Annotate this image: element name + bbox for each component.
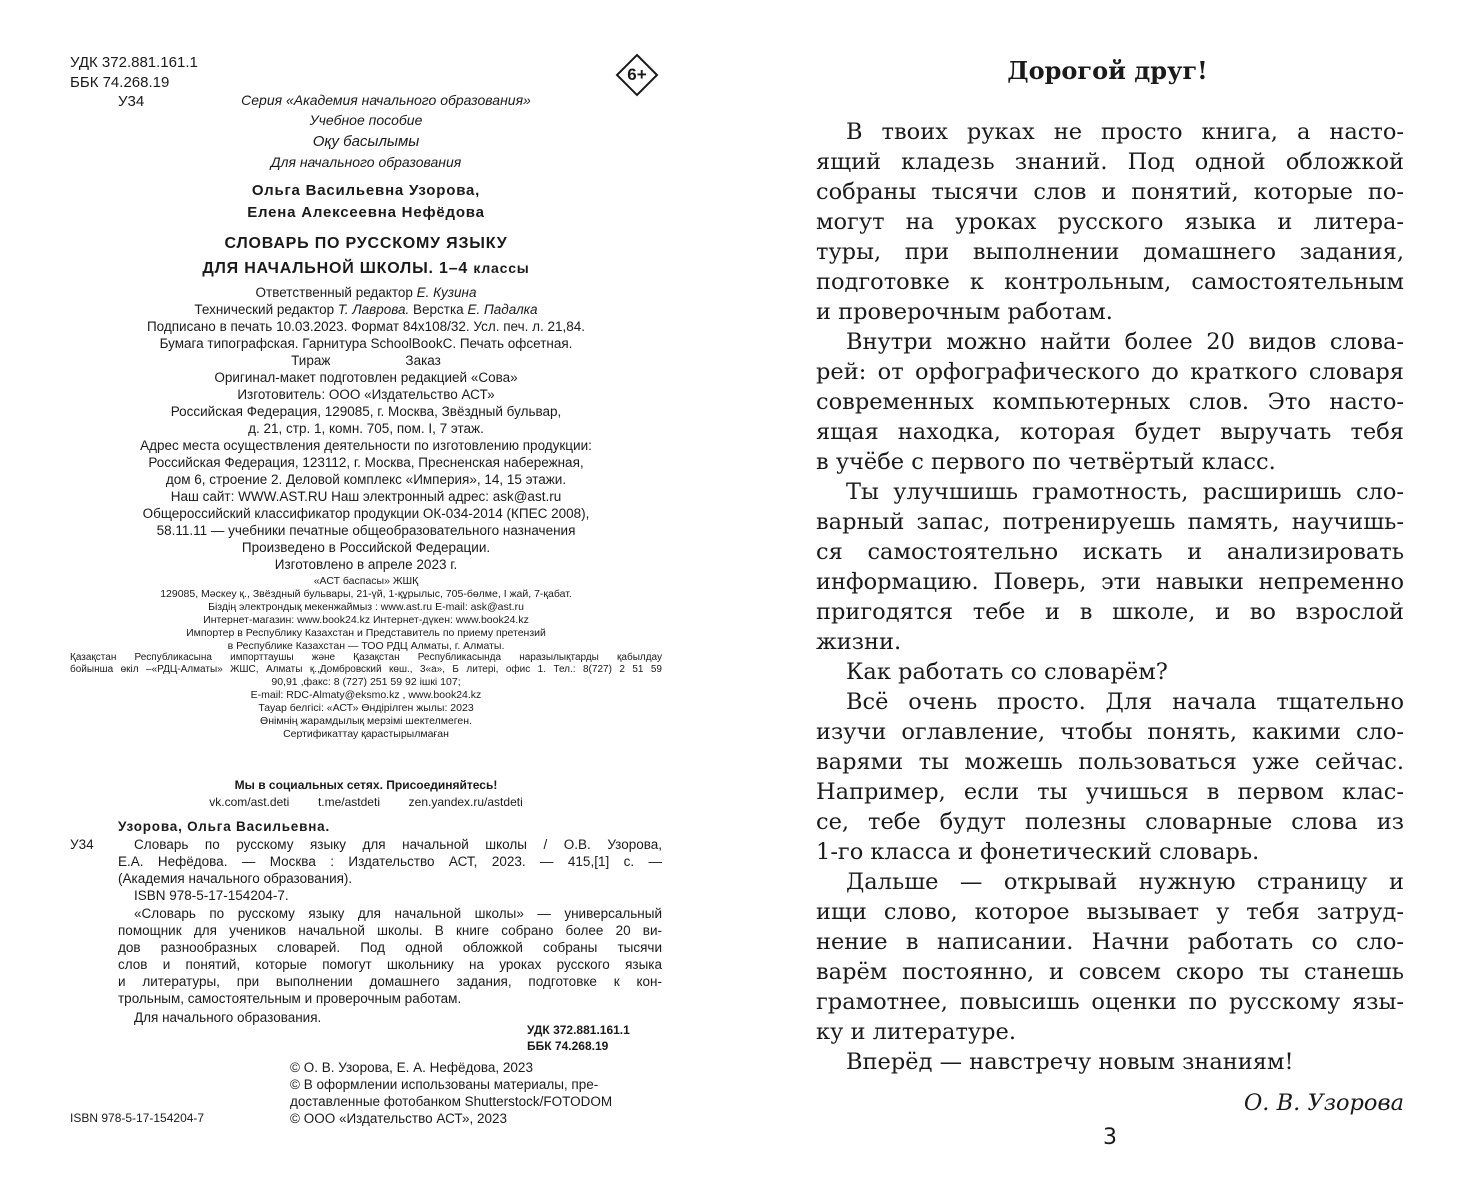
bib-line: Словарь по русскому языку для начальной школы / О.В. Узорова, [134, 837, 662, 852]
imprint-line: Произведено в Российской Федерации. [241, 540, 491, 555]
bib-line: (Академия начального образования). [118, 871, 353, 886]
text-line: пригодятся тебе и в школе, и во взрослой [816, 599, 1404, 625]
foreword-heading: Дорогой друг! [1007, 56, 1208, 85]
copyright-line: © В оформлении использованы материалы, пре- [290, 1077, 599, 1092]
text-line: могут на уроках русского языка и литера- [816, 209, 1404, 235]
kz-line: «АСТ баспасы» ЖШҚ [313, 575, 419, 587]
imprint-line: Адрес места осуществления деятельности по изготовлению продукции: [140, 438, 592, 453]
text-line: в учёбе с первого по четвёртый класс. [816, 449, 1276, 475]
social-link-telegram[interactable]: t.me/astdeti [317, 795, 380, 809]
kz-line: Біздің электрондық мекенжаймыз : www.ast.ru E-mail: ask@ast.ru [208, 601, 524, 613]
bbk-code: ББК 74.268.19 [70, 74, 170, 91]
kz-line: Сертификаттау қарастырылмаған [283, 728, 449, 740]
social-link-vk[interactable]: vk.com/ast.deti [209, 795, 290, 809]
social-link-zen[interactable]: zen.yandex.ru/astdeti [408, 795, 523, 809]
bottom-bbk: ББК 74.268.19 [527, 1039, 609, 1053]
text-line: Всё очень просто. Для начала тщательно [846, 689, 1404, 715]
text-line: нение в написании. Начни работать со сло- [816, 929, 1404, 955]
kz-line: Интернет-магазин: www.book24.kz Интернет-дүкен: www.book24.kz [203, 614, 529, 626]
signature: О. В. Узорова [1243, 1090, 1404, 1116]
annotation-line: и литературы, при выполнении домашнего задания, подготовке к кон- [118, 974, 662, 989]
bottom-udk: УДК 372.881.161.1 [527, 1023, 630, 1037]
imprint-line: Изготовлено в апреле 2023 г. [274, 557, 458, 572]
text-line: Как работать со словарём? [846, 659, 1168, 685]
book-type-ru: Учебное пособие [309, 112, 423, 128]
copyright-line: © О. В. Узорова, Е. А. Нефёдова, 2023 [290, 1060, 533, 1075]
annotation-line: трольным, самостоятельным и проверочным работам. [118, 991, 462, 1006]
annotation-line: «Словарь по русскому языку для начальной школы» — универсальный [134, 906, 662, 921]
text-line: туры, при выполнении домашнего задания, [816, 239, 1404, 265]
text-line: ящий кладезь знаний. Под одной обложкой [816, 149, 1404, 175]
editor-line: Ответственный редактор Е. Кузина [255, 285, 477, 300]
audience-line: Для начального образования [270, 154, 462, 170]
imprint-line: 58.11.11 — учебники печатные общеобразовательного назначения [156, 523, 576, 538]
text-line: варём постоянно, и совсем скоро ты станешь [816, 959, 1404, 985]
text-line: ся самостоятельно искать и анализировать [816, 539, 1404, 565]
text-line: Внутри можно найти более 20 видов слова- [846, 329, 1404, 355]
page-number: 3 [1103, 1125, 1117, 1150]
text-line: Ты улучшишь грамотность, расширишь сло- [846, 479, 1404, 505]
text-line: ящая находка, которая будет выручать тебя [816, 419, 1404, 445]
kz-line: Импортер в Республику Казахстан и Представитель по приему претензий [186, 627, 546, 639]
text-line: подготовке к контрольным, самостоятельным [816, 269, 1404, 295]
series-line: Серия «Академия начального образования» [241, 92, 531, 108]
imprint-line: Оригинал-макет подготовлен редакцией «Сова» [214, 370, 518, 385]
social-links [70, 795, 662, 810]
udk-code: УДК 372.881.161.1 [70, 54, 198, 71]
author-mark: У34 [118, 93, 145, 110]
text-line: рей: от орфографического до краткого словаря [816, 359, 1404, 385]
text-line: Дальше — открывай нужную страницу и [846, 869, 1404, 895]
imprint-line: д. 21, стр. 1, комн. 705, пом. I, 7 этаж. [248, 421, 484, 436]
kz-line: Өнімнің жарамдылық мерзімі шектелмеген. [260, 715, 472, 727]
kz-line: Тауар белгісі: «АСТ» Өндірілген жылы: 2023 [258, 702, 474, 714]
kz-line: E-mail: RDC-Almaty@eksmo.kz , www.book24.kz [250, 689, 482, 701]
age-rating-badge [615, 53, 659, 97]
age-rating-label: 6+ [627, 65, 647, 84]
text-line: современных компьютерных слов. Это насто- [816, 389, 1404, 415]
imprint-page [0, 0, 738, 1182]
text-line: Вперёд — навстречу новым знаниям! [846, 1049, 1294, 1075]
text-line: жизни. [816, 629, 902, 655]
imprint-line: Подписано в печать 10.03.2023. Формат 84x108/32. Усл. печ. л. 21,84. [146, 319, 586, 334]
imprint-line: Наш сайт: WWW.AST.RU Наш электронный адрес: ask@ast.ru [170, 489, 562, 504]
annotation-line: помощник для учеников начальной школы. В книге собрано более 20 ви- [118, 923, 662, 938]
text-line: и проверочным работам. [816, 299, 1113, 325]
annotation-last: Для начального образования. [134, 1010, 322, 1025]
imprint-line: Российская Федерация, 123112, г. Москва, Пресненская набережная, [148, 455, 584, 470]
text-line: ищи слово, которое вызывает у тебя затруд- [816, 899, 1404, 925]
imprint-line: Тираж Заказ [291, 353, 441, 368]
text-line: варный запас, потренируешь память, научишь- [816, 509, 1404, 535]
text-line: изучи оглавление, чтобы понять, какими сло- [816, 719, 1404, 745]
text-line: В твоих руках не просто книга, а насто- [846, 119, 1404, 145]
annotation-line: дов разнообразных словарей. Под одной обложкой собраны тысячи [118, 940, 662, 955]
isbn-footer: ISBN 978-5-17-154204-7 [70, 1111, 205, 1125]
imprint-line: Бумага типографская. Гарнитура SchoolBookC. Печать офсетная. [159, 336, 573, 351]
kz-line: Қазақстан Республикасына импорттаушы және Қазақстан Республикасында наразылықтарды қабылдау [70, 652, 662, 663]
copyright-line: доставленные фотобанком Shutterstock/FOTODOM [290, 1094, 613, 1109]
book-type-kz: Оқу басылымы [312, 133, 420, 150]
bib-code: У34 [70, 837, 94, 852]
text-line: собраны тысячи слов и понятий, которые по- [816, 179, 1404, 205]
bib-author: Узорова, Ольга Васильевна. [118, 819, 331, 834]
imprint-line: дом 6, строение 2. Деловой комплекс «Империя», 14, 15 этажи. [165, 472, 567, 487]
book-title-line-1: СЛОВАРЬ ПО РУССКОМУ ЯЗЫКУ [224, 235, 508, 252]
tech-editor-line: Технический редактор Т. Лаврова. Верстка Е. Падалка [194, 302, 538, 317]
kz-line: 90,91 ,факс: 8 (727) 251 59 92 ішкі 107; [271, 676, 461, 688]
kz-line: в Республике Казахстан — ТОО РДЦ Алматы, г. Алматы. [227, 640, 505, 652]
author-1: Ольга Васильевна Узорова, [251, 182, 481, 199]
author-2: Елена Алексеевна Нефёдова [247, 204, 485, 221]
bib-isbn: ISBN 978-5-17-154204-7. [134, 888, 289, 903]
text-line: информацию. Поверь, эти навыки непременно [816, 569, 1404, 595]
social-heading: Мы в социальных сетях. Присоединяйтесь! [234, 778, 498, 792]
text-line: варями ты можешь пользоваться уже сейчас. [816, 749, 1404, 775]
annotation-line: слов и понятий, которые помогут школьнику на уроках русского языка [118, 957, 662, 972]
text-line: се, тебе будут полезны словарные слова из [816, 809, 1404, 835]
imprint-line: Изготовитель: ООО «Издательство АСТ» [237, 387, 495, 402]
book-title-line-2: ДЛЯ НАЧАЛЬНОЙ ШКОЛЫ. 1–4 классы [202, 260, 530, 277]
kz-line: 129085, Мәскеу қ., Звёздный бульвары, 21-үй, 1-құрылыс, 705-бөлме, I жай, 7-қабат. [160, 588, 572, 600]
imprint-line: Российская Федерация, 129085, г. Москва, Звёздный бульвар, [170, 404, 562, 419]
imprint-line: Общероссийский классификатор продукции ОК-034-2014 (КПЕС 2008), [142, 506, 590, 521]
text-line: Например, если ты учишься в первом клас- [816, 779, 1404, 805]
text-line: грамотнее, повысишь оценки по русскому язы- [816, 989, 1404, 1015]
copyright-line: © ООО «Издательство АСТ», 2023 [290, 1111, 508, 1126]
text-line: 1-го класса и фонетический словарь. [816, 839, 1260, 865]
bib-line: Е.А. Нефёдова. — Москва : Издательство АСТ, 2023. — 415,[1] с. — [118, 854, 662, 869]
kz-line: бойынша өкіл –«РДЦ-Алматы» ЖШС, Алматы қ.,Домбровский көш., 3«а», Б литері, офис 1. Тел.: 8(727) 2 51 59 [70, 664, 662, 675]
text-line: ку и литературе. [816, 1019, 1017, 1045]
